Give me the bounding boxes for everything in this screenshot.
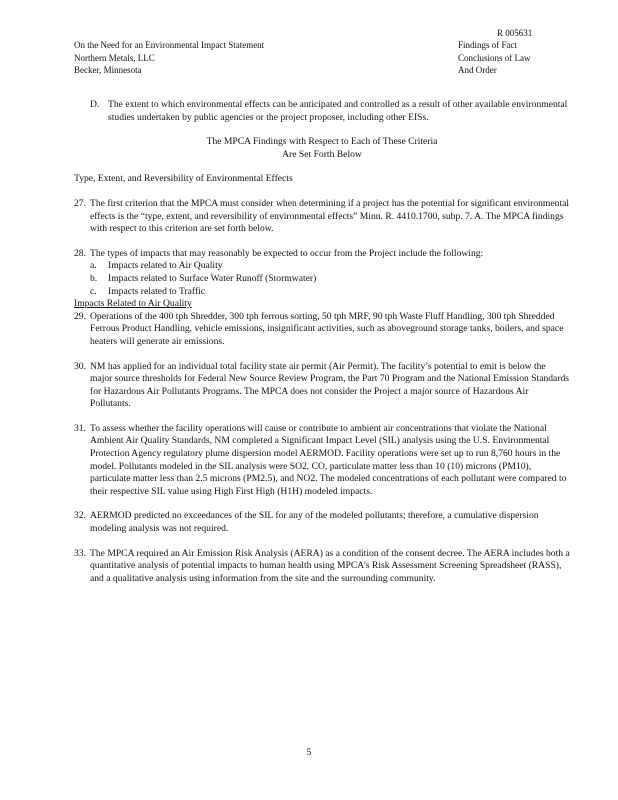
header-left-line-3: Becker, Minnesota xyxy=(74,65,142,75)
paragraph-27 xyxy=(74,198,570,236)
paragraph-number: 30. xyxy=(74,360,86,372)
list-item xyxy=(74,273,570,286)
page-number: 5 xyxy=(306,747,312,758)
item-d-marker: D. xyxy=(90,99,100,110)
center-heading-line-1: The MPCA Findings with Respect to Each of These Criteria xyxy=(206,136,438,148)
paragraph-text: To assess whether the facility operations will cause or contribute to ambient air concentrations that violate the National Ambient Air Quality Standards, NM completed a Significant Impact Level (SIL) analysis using the U.S. Environmental Protection Agency regulatory plume dispersion model AERMOD. Facility operations were set up to run 8,760 hours in the model. Pollutants modeled in the SIL analysis were SO2, CO, particulate matter less than 10 (10) microns (PM10), particulate matter less than 2.5 microns (PM2.5), and NO2. The modeled concentrations of each pollutant were compared to their respective SIL value using High First High (H1H) modeled impacts. xyxy=(90,422,567,497)
header-right-line-3: And Order xyxy=(458,65,497,75)
paragraph-text: Operations of the 400 tph Shredder, 300 tph ferrous sorting, 50 tph MRF, 90 tph Waste Fluff Handling, 300 tph Shredded Ferrous Product Handling, vehicle emissions, insignificant activities, such as aboveground storage tanks, boilers, and space heaters will generate air emissions. xyxy=(90,310,564,347)
center-heading xyxy=(74,136,570,161)
paragraph-number: 33. xyxy=(74,547,86,559)
header-right-line-2: Conclusions of Law xyxy=(458,52,531,63)
paragraph-text: NM has applied for an individual total facility state air permit (Air Permit). The facility’s potential to emit is below the major source thresholds for Federal New Source Review Program, the Part 70 Program and the National Emission Standards for Hazardous Air Pollutants Programs. The MPCA does not consider the Project a major source of Hazardous Air Pollutants. xyxy=(90,360,570,410)
paragraph-28 xyxy=(74,248,570,261)
header-right-line-1: Findings of Fact xyxy=(458,40,518,50)
paragraph-number: 31. xyxy=(74,422,86,434)
paragraph-29 xyxy=(74,311,570,349)
paragraph-number: 27. xyxy=(74,197,86,209)
paragraph-number: 29. xyxy=(74,310,86,322)
header-left-line-2: Northern Metals, LLC xyxy=(74,52,155,63)
section-heading: Type, Extent, and Reversibility of Environmental Effects xyxy=(74,173,293,185)
list-text: Impacts related to Traffic xyxy=(108,285,206,297)
list-item xyxy=(74,286,570,299)
item-d-text: The extent to which environmental effects can be anticipated and controlled as a result of other available environmental studies undertaken by public agencies or the project proposer, including other EISs. xyxy=(108,99,568,123)
list-text: Impacts related to Air Quality xyxy=(108,260,223,272)
paragraph-text: The types of impacts that may reasonably be expected to occur from the Project include the following: xyxy=(90,247,484,259)
bates-number: R 005631 xyxy=(497,28,533,38)
paragraph-31 xyxy=(74,423,570,499)
list-marker: c. xyxy=(90,285,97,297)
paragraph-number: 32. xyxy=(74,510,86,522)
document-body xyxy=(74,99,570,597)
impact-list xyxy=(74,260,570,298)
paragraph-33 xyxy=(74,548,570,586)
paragraph-text: AERMOD predicted no exceedances of the SIL for any of the modeled pollutants; therefore, a cumulative dispersion modeling analysis was not required. xyxy=(90,510,539,535)
header-left-line-1: On the Need for an Environmental Impact Statement xyxy=(74,40,265,50)
header-left xyxy=(74,39,264,77)
list-marker: a. xyxy=(90,260,97,272)
paragraph-30 xyxy=(74,361,570,411)
paragraph-text: The first criterion that the MPCA must consider when determining if a project has the potential for significant environmental effects is the “type, extent, and reversibility of environmental effects” Minn. R. 4410.1700, subp. 7. A. The MPCA findings with respect to this criterion are set forth below. xyxy=(90,197,570,235)
center-heading-line-2: Are Set Forth Below xyxy=(282,148,362,160)
paragraph-text: The MPCA required an Air Emission Risk Analysis (AERA) as a condition of the consent decree. The AERA includes both a quantitative analysis of potential impacts to human health using MPCA’s Risk Assessment Screening Spreadsheet (RASS), and a qualitative analysis using information from the site and the surrounding community. xyxy=(90,547,570,584)
header-right xyxy=(458,39,531,77)
list-marker: b. xyxy=(90,272,98,284)
air-quality-heading: Impacts Related to Air Quality xyxy=(74,298,192,310)
list-text: Impacts related to Surface Water Runoff (Stormwater) xyxy=(108,272,317,284)
paragraph-number: 28. xyxy=(74,247,86,259)
item-d xyxy=(74,99,570,124)
paragraph-32 xyxy=(74,510,570,535)
list-item xyxy=(74,260,570,273)
